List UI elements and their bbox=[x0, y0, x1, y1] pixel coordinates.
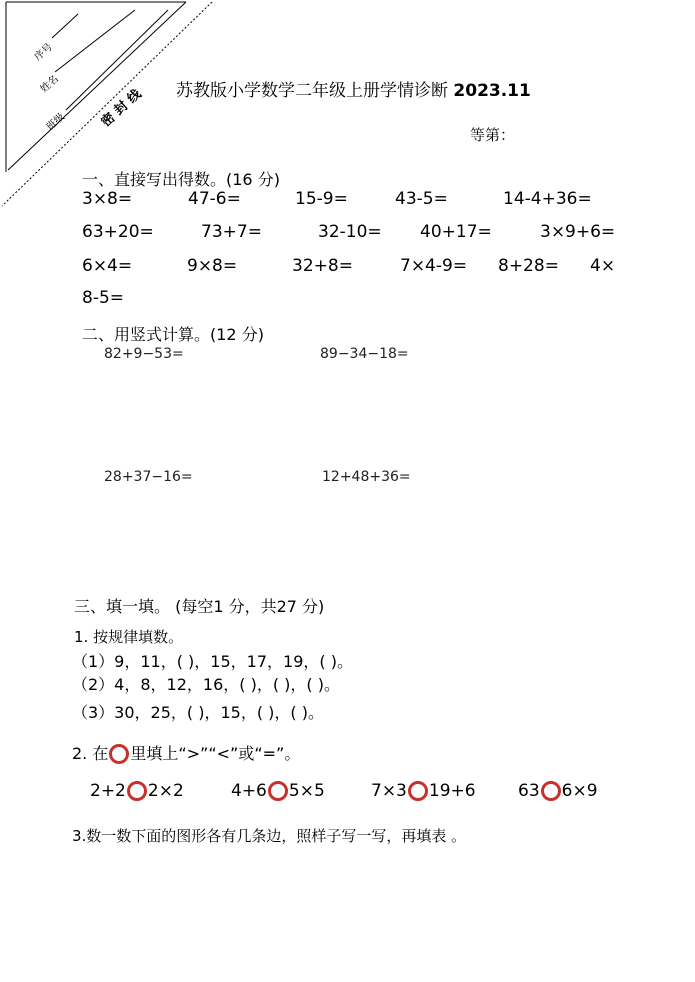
section3-heading: 三、填一填。 (每空1 分，共27 分) bbox=[74, 597, 325, 616]
oral-problem: 63+20= bbox=[82, 222, 154, 242]
grade-label: 等第： bbox=[470, 126, 516, 144]
vertical-calc-problem: 12+48+36= bbox=[322, 469, 411, 485]
oral-problem: 32-10= bbox=[318, 222, 382, 242]
pattern-line: （3）30，25，( )，15，( )，( )。 bbox=[72, 703, 324, 722]
oral-problem: 40+17= bbox=[420, 222, 492, 242]
vertical-calc-problem: 89−34−18= bbox=[320, 346, 409, 362]
compare-left: 63 bbox=[518, 781, 540, 801]
section1-heading: 一、直接写出得数。(16 分) bbox=[82, 170, 280, 189]
compare-title-end: 里填上“>”“<”或“=”。 bbox=[130, 744, 301, 763]
compare-circle-blank[interactable] bbox=[268, 781, 288, 801]
title-date: 2023.11 bbox=[453, 81, 531, 101]
compare-title-start: 2. 在 bbox=[72, 744, 109, 763]
oral-problem: 32+8= bbox=[292, 256, 353, 276]
oral-problem: 47-6= bbox=[188, 189, 241, 209]
section2-heading: 二、用竖式计算。(12 分) bbox=[82, 325, 264, 344]
oral-problem: 8+28= bbox=[498, 256, 559, 276]
oral-problem: 73+7= bbox=[201, 222, 262, 242]
compare-right: 19+6 bbox=[428, 781, 476, 801]
title-text: 苏教版小学数学二年级上册学情诊断 bbox=[176, 81, 448, 101]
oral-problem: 3×9+6= bbox=[540, 222, 616, 242]
pattern-line: （1）9，11，( )，15，17，19，( )。 bbox=[72, 652, 353, 671]
oral-problem: 7×4-9= bbox=[400, 256, 468, 276]
compare-left: 7×3 bbox=[371, 781, 407, 801]
oral-problem: 3×8= bbox=[82, 189, 133, 209]
pattern-question-title: 1. 按规律填数。 bbox=[74, 628, 184, 646]
shape-question-title: 3.数一数下面的图形各有几条边，照样子写一写，再填表 。 bbox=[72, 827, 467, 845]
compare-left: 2+2 bbox=[90, 781, 126, 801]
oral-problem: 8-5= bbox=[82, 288, 125, 308]
circle-blank-icon bbox=[109, 744, 129, 764]
compare-left: 4+6 bbox=[231, 781, 267, 801]
oral-problem: 14-4+36= bbox=[503, 189, 592, 209]
compare-right: 5×5 bbox=[288, 781, 325, 801]
oral-problem: 6×4= bbox=[82, 256, 133, 276]
compare-question-title bbox=[72, 741, 300, 764]
compare-circle-blank[interactable] bbox=[408, 781, 428, 801]
vertical-calc-problem: 28+37−16= bbox=[104, 469, 193, 485]
compare-item bbox=[90, 781, 184, 801]
compare-circle-blank[interactable] bbox=[127, 781, 147, 801]
oral-problem: 4× bbox=[590, 256, 616, 276]
seal-line-text: 密 封 线 bbox=[98, 86, 145, 131]
compare-right: 2×2 bbox=[147, 781, 184, 801]
seat-number-label: 序号 bbox=[32, 41, 55, 64]
vertical-calc-problem: 82+9−53= bbox=[104, 346, 184, 362]
compare-item bbox=[371, 781, 476, 801]
oral-problem: 9×8= bbox=[187, 256, 238, 276]
oral-problem: 15-9= bbox=[295, 189, 348, 209]
class-label: 班级 bbox=[44, 111, 67, 134]
oral-problem: 43-5= bbox=[395, 189, 448, 209]
compare-circle-blank[interactable] bbox=[541, 781, 561, 801]
compare-item bbox=[231, 781, 325, 801]
compare-item bbox=[518, 781, 598, 801]
compare-right: 6×9 bbox=[561, 781, 598, 801]
name-label: 姓名 bbox=[38, 73, 61, 96]
pattern-line: （2）4，8，12，16，( )，( )，( )。 bbox=[72, 675, 340, 694]
page-title bbox=[176, 76, 531, 101]
